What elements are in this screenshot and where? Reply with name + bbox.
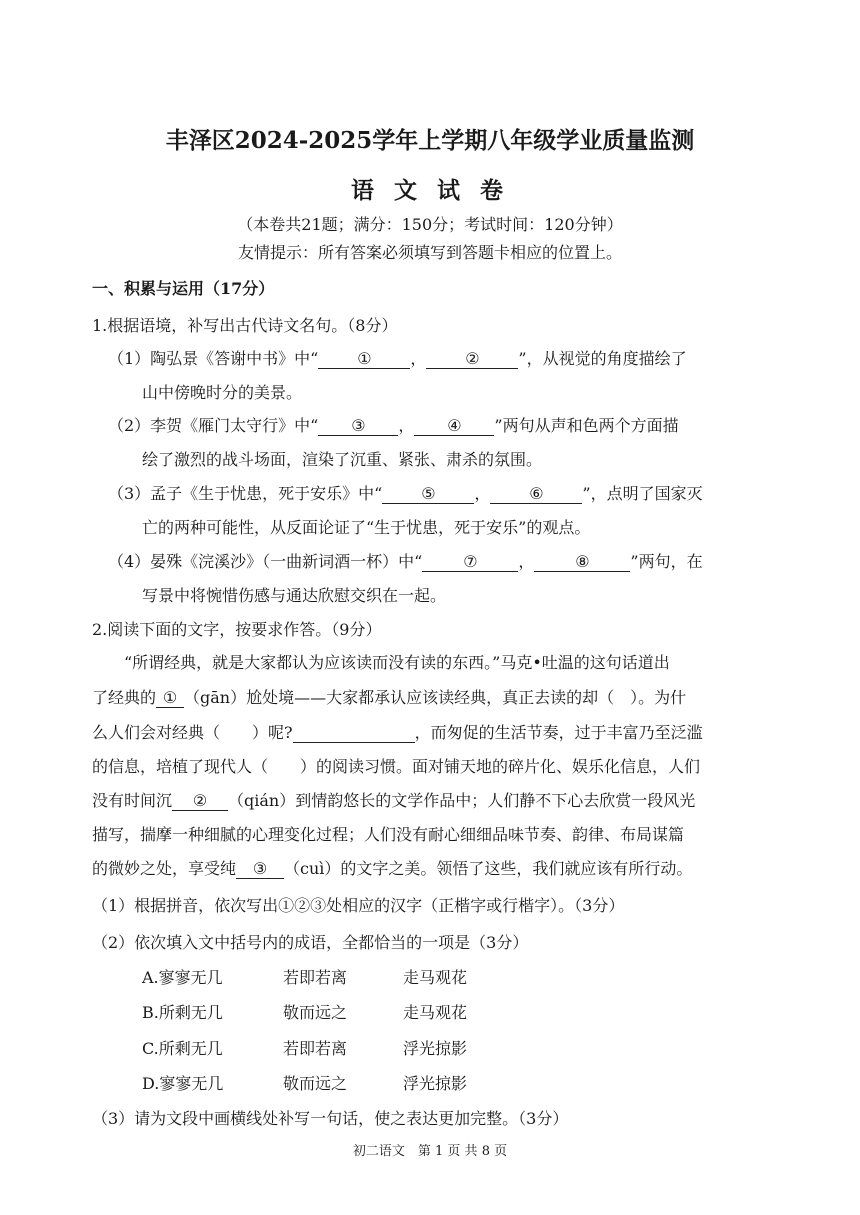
q1-item-4-text: （4）晏殊《浣溪沙》（一曲新词酒一杯）中“ — [108, 552, 423, 571]
q1-item-3-line — [108, 481, 703, 504]
exam-info: （本卷共21题；满分：150分；考试时间：120分钟） — [237, 215, 623, 234]
answer-blank: ⑤ — [382, 484, 474, 504]
q1-item-2-line — [108, 413, 679, 436]
passage-line-6: 描写，揣摩一种细腻的心理变化过程；人们没有耐心细细品味节奏、韵律、布局谋篇 — [92, 825, 685, 844]
passage-line-5 — [92, 788, 695, 811]
passage-text: （qián）到情韵悠长的文学作品中；人们静不下心去欣赏一段风光 — [228, 791, 696, 810]
answer-blank: ③ — [318, 416, 398, 436]
passage-text: 么人们会对经典（ ）呢? — [92, 723, 293, 742]
exam-subtitle: 语 文 试 卷 — [350, 177, 510, 204]
option-b-idiom-2: 敬而远之 — [283, 1003, 348, 1022]
question-2-stem: 2.阅读下面的文字，按要求作答。（9分） — [92, 620, 382, 639]
answer-blank: ⑧ — [534, 552, 630, 572]
exam-tip: 友情提示：所有答案必须填写到答题卡相应的位置上。 — [237, 243, 622, 262]
q1-item-3-cont: 亡的两种可能性，从反面论证了“生于忧患，死于安乐”的观点。 — [142, 518, 591, 537]
passage-text: ，而匆促的生活节奏，过于丰富乃至泛滥 — [414, 723, 703, 742]
passage-text: （cuì）的文字之美。领悟了这些，我们就应该有所行动。 — [284, 859, 693, 878]
q1-item-4-cont: 写景中将惋惜伤感与通达欣慰交织在一起。 — [142, 586, 447, 605]
q1-item-2-cont: 绘了激烈的战斗场面，渲染了沉重、紧张、肃杀的氛围。 — [142, 450, 543, 469]
passage-line-3 — [92, 720, 703, 743]
passage-text: 没有时间沉 — [92, 791, 173, 810]
q1-item-3-text-end: ”，点明了国家灭 — [582, 484, 703, 503]
q1-item-1-line — [108, 346, 687, 369]
option-c-idiom-2: 若即若离 — [283, 1039, 348, 1058]
option-a-label: A.寥寥无几 — [142, 968, 223, 987]
q1-item-3-text: （3）孟子《生于忧患，死于安乐》中“ — [108, 484, 383, 503]
q1-item-1-cont: 山中傍晚时分的美景。 — [142, 383, 303, 402]
answer-blank: ⑥ — [490, 484, 582, 504]
answer-blank: ① — [318, 349, 410, 369]
answer-blank: ⑦ — [422, 552, 518, 572]
passage-text: 了经典的 — [92, 688, 157, 707]
passage-text: （gān）尬处境——大家都承认应该读经典，真正去读的却（ ）。为什 — [184, 688, 687, 707]
passage-line-7 — [92, 856, 692, 879]
option-d-label: D.寥寥无几 — [142, 1074, 224, 1093]
q1-item-2-sep: ， — [398, 416, 415, 435]
option-c-label: C.所剩无几 — [142, 1039, 223, 1058]
answer-blank: ④ — [414, 416, 494, 436]
answer-blank: ② — [426, 349, 518, 369]
option-c-idiom-3: 浮光掠影 — [403, 1039, 468, 1058]
answer-blank-underline — [293, 723, 415, 743]
q1-item-1-text: （1）陶弘景《答谢中书》中“ — [108, 349, 319, 368]
q2-sub-2: （2）依次填入文中括号内的成语，全都恰当的一项是（3分） — [92, 933, 529, 952]
q1-item-4-text-end: ”两句，在 — [630, 552, 703, 571]
q1-item-4-sep: ， — [518, 552, 535, 571]
passage-line-2 — [92, 685, 686, 708]
q1-item-4-line — [108, 549, 703, 572]
passage-line-4: 的信息，培植了现代人（ ）的阅读习惯。面对铺天地的碎片化、娱乐化信息，人们 — [92, 757, 701, 776]
q1-item-2-text: （2）李贺《雁门太守行》中“ — [108, 416, 319, 435]
passage-text: 的微妙之处，享受纯 — [92, 859, 237, 878]
q1-item-2-text-end: ”两句从声和色两个方面描 — [494, 416, 679, 435]
option-a-idiom-3: 走马观花 — [403, 968, 468, 987]
question-1-stem: 1.根据语境，补写出古代诗文名句。（8分） — [92, 316, 398, 335]
exam-title: 丰泽区2024-2025学年上学期八年级学业质量监测 — [165, 127, 695, 154]
option-d-idiom-3: 浮光掠影 — [403, 1074, 468, 1093]
q2-sub-1: （1）根据拼音，依次写出①②③处相应的汉字（正楷字或行楷字）。（3分） — [92, 896, 625, 915]
q2-sub-3: （3）请为文段中画横线处补写一句话，使之表达更加完整。（3分） — [92, 1109, 569, 1128]
answer-blank: ① — [156, 688, 184, 708]
answer-blank: ③ — [236, 859, 284, 879]
option-d-idiom-2: 敬而远之 — [283, 1074, 348, 1093]
q1-item-3-sep: ， — [474, 484, 491, 503]
q1-item-1-sep: ， — [410, 349, 427, 368]
page-footer: 初二语文 第 1 页 共 8 页 — [352, 1144, 508, 1159]
option-b-idiom-3: 走马观花 — [403, 1003, 468, 1022]
answer-blank: ② — [172, 791, 228, 811]
option-a-idiom-2: 若即若离 — [283, 968, 348, 987]
section-heading: 一、积累与运用（17分） — [92, 279, 275, 298]
q1-item-1-text-end: ”，从视觉的角度描绘了 — [518, 349, 687, 368]
option-b-label: B.所剩无几 — [142, 1003, 223, 1022]
passage-line-1: “所谓经典，就是大家都认为应该读而没有读的东西。”马克•吐温的这句话道出 — [124, 653, 670, 672]
